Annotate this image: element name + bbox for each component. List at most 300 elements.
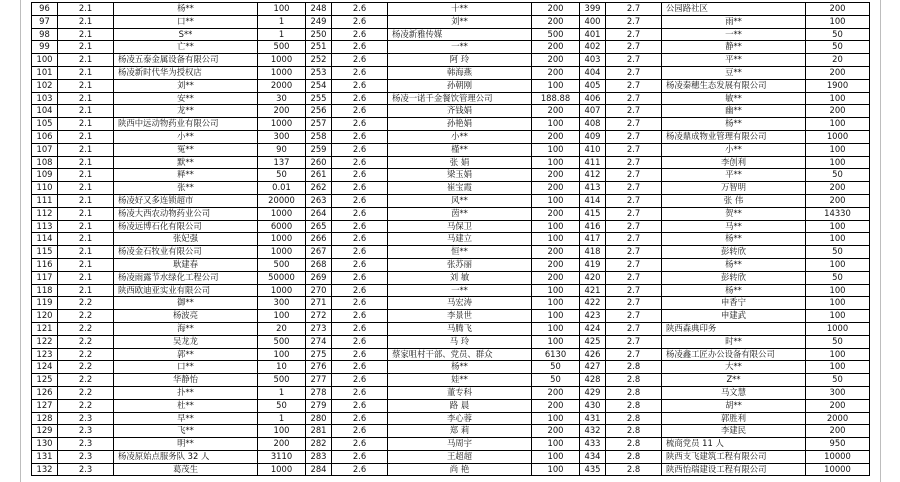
donor-name-cell: 李景世 — [388, 310, 532, 323]
table-row — [32, 412, 870, 425]
seq-number-cell: 402 — [580, 41, 606, 54]
donor-name-cell: 马腾飞 — [388, 322, 532, 335]
table-row — [32, 246, 870, 259]
donor-name-cell: 李心蓉 — [388, 412, 532, 425]
donor-name-cell: 路 晨 — [388, 399, 532, 412]
amount-cell: 50 — [806, 246, 870, 259]
seq-number-cell: 278 — [306, 386, 332, 399]
date-cell: 2.1 — [58, 66, 114, 79]
date-cell: 2.7 — [606, 15, 662, 28]
date-cell: 2.6 — [332, 28, 388, 41]
date-cell: 2.6 — [332, 246, 388, 259]
seq-number-cell: 264 — [306, 207, 332, 220]
donor-name-cell: 崔宝霞 — [388, 182, 532, 195]
date-cell: 2.6 — [332, 463, 388, 476]
amount-cell: 100 — [258, 3, 306, 16]
table-row — [32, 92, 870, 105]
date-cell: 2.1 — [58, 156, 114, 169]
seq-number-cell: 120 — [32, 310, 58, 323]
seq-number-cell: 121 — [32, 322, 58, 335]
seq-number-cell: 283 — [306, 450, 332, 463]
amount-cell: 500 — [258, 258, 306, 271]
date-cell: 2.1 — [58, 15, 114, 28]
date-cell: 2.1 — [58, 118, 114, 131]
date-cell: 2.6 — [332, 412, 388, 425]
date-cell: 2.8 — [606, 386, 662, 399]
donor-name-cell: 张 娟 — [388, 156, 532, 169]
table-row — [32, 28, 870, 41]
date-cell: 2.6 — [332, 450, 388, 463]
table-row — [32, 169, 870, 182]
donor-name-cell: 杨** — [388, 361, 532, 374]
date-cell: 2.6 — [332, 322, 388, 335]
donor-name-cell: 杨凌新时代华为授权店 — [114, 66, 258, 79]
donor-name-cell: 杨凌好又多连锁超市 — [114, 194, 258, 207]
table-row — [32, 310, 870, 323]
donor-name-cell: 张 伟 — [662, 194, 806, 207]
amount-cell: 100 — [806, 156, 870, 169]
seq-number-cell: 250 — [306, 28, 332, 41]
amount-cell: 6130 — [532, 348, 580, 361]
amount-cell: 1000 — [806, 322, 870, 335]
seq-number-cell: 110 — [32, 182, 58, 195]
donor-name-cell: 公园路社区 — [662, 3, 806, 16]
amount-cell: 100 — [532, 233, 580, 246]
seq-number-cell: 259 — [306, 143, 332, 156]
amount-cell: 200 — [806, 3, 870, 16]
seq-number-cell: 106 — [32, 130, 58, 143]
page-margin-line-left — [20, 0, 21, 482]
donor-name-cell: 刘** — [388, 15, 532, 28]
seq-number-cell: 420 — [580, 271, 606, 284]
date-cell: 2.7 — [606, 207, 662, 220]
date-cell: 2.1 — [58, 92, 114, 105]
amount-cell: 200 — [532, 54, 580, 67]
amount-cell: 50 — [258, 399, 306, 412]
date-cell: 2.2 — [58, 335, 114, 348]
donor-name-cell: 一** — [388, 284, 532, 297]
date-cell: 2.7 — [606, 297, 662, 310]
seq-number-cell: 417 — [580, 233, 606, 246]
seq-number-cell: 253 — [306, 66, 332, 79]
amount-cell: 100 — [806, 361, 870, 374]
donor-name-cell: 平** — [662, 54, 806, 67]
donor-name-cell: 陕西怡瑞建设工程有限公司 — [662, 463, 806, 476]
donor-name-cell: 孙艳娟 — [388, 118, 532, 131]
seq-number-cell: 431 — [580, 412, 606, 425]
donor-name-cell: 郭** — [114, 348, 258, 361]
amount-cell: 200 — [532, 246, 580, 259]
date-cell: 2.2 — [58, 297, 114, 310]
date-cell: 2.7 — [606, 118, 662, 131]
amount-cell: 1000 — [258, 207, 306, 220]
date-cell: 2.7 — [606, 169, 662, 182]
donor-name-cell: 华静怡 — [114, 374, 258, 387]
seq-number-cell: 418 — [580, 246, 606, 259]
date-cell: 2.2 — [58, 386, 114, 399]
table-row — [32, 233, 870, 246]
amount-cell: 50000 — [258, 271, 306, 284]
donor-name-cell: 一** — [388, 41, 532, 54]
donor-name-cell: 孙朝刚 — [388, 79, 532, 92]
date-cell: 2.7 — [606, 92, 662, 105]
amount-cell: 200 — [806, 66, 870, 79]
donor-name-cell: 申建武 — [662, 310, 806, 323]
date-cell: 2.2 — [58, 374, 114, 387]
date-cell: 2.6 — [332, 54, 388, 67]
donor-name-cell: 扑** — [114, 386, 258, 399]
date-cell: 2.6 — [332, 310, 388, 323]
donor-name-cell: 大** — [662, 361, 806, 374]
amount-cell: 200 — [532, 41, 580, 54]
amount-cell: 1000 — [258, 66, 306, 79]
donor-name-cell: 郑 莉 — [388, 425, 532, 438]
amount-cell: 100 — [806, 92, 870, 105]
amount-cell: 100 — [806, 258, 870, 271]
donor-name-cell: 风** — [388, 194, 532, 207]
amount-cell: 100 — [532, 194, 580, 207]
date-cell: 2.7 — [606, 348, 662, 361]
amount-cell: 100 — [532, 322, 580, 335]
date-cell: 2.8 — [606, 438, 662, 451]
seq-number-cell: 130 — [32, 438, 58, 451]
donor-name-cell: 杨凌一诺千金餐饮管理公司 — [388, 92, 532, 105]
date-cell: 2.7 — [606, 105, 662, 118]
seq-number-cell: 266 — [306, 233, 332, 246]
date-cell: 2.6 — [332, 361, 388, 374]
date-cell: 2.8 — [606, 425, 662, 438]
seq-number-cell: 117 — [32, 271, 58, 284]
amount-cell: 200 — [532, 182, 580, 195]
donor-name-cell: 马宏涛 — [388, 297, 532, 310]
amount-cell: 10000 — [806, 450, 870, 463]
amount-cell: 50 — [532, 361, 580, 374]
date-cell: 2.2 — [58, 322, 114, 335]
seq-number-cell: 254 — [306, 79, 332, 92]
amount-cell: 1000 — [258, 284, 306, 297]
seq-number-cell: 412 — [580, 169, 606, 182]
donor-name-cell: 韩海燕 — [388, 66, 532, 79]
seq-number-cell: 282 — [306, 438, 332, 451]
donor-name-cell: 御** — [114, 297, 258, 310]
table-row — [32, 348, 870, 361]
donor-name-cell: 王超超 — [388, 450, 532, 463]
donor-name-cell: 海** — [114, 322, 258, 335]
date-cell: 2.7 — [606, 258, 662, 271]
date-cell: 2.6 — [332, 66, 388, 79]
seq-number-cell: 260 — [306, 156, 332, 169]
donor-name-cell: 时** — [662, 335, 806, 348]
amount-cell: 100 — [532, 412, 580, 425]
seq-number-cell: 255 — [306, 92, 332, 105]
seq-number-cell: 281 — [306, 425, 332, 438]
donor-name-cell: 敏** — [662, 92, 806, 105]
seq-number-cell: 414 — [580, 194, 606, 207]
seq-number-cell: 274 — [306, 335, 332, 348]
date-cell: 2.1 — [58, 28, 114, 41]
seq-number-cell: 124 — [32, 361, 58, 374]
date-cell: 2.6 — [332, 348, 388, 361]
amount-cell: 200 — [258, 438, 306, 451]
amount-cell: 100 — [532, 310, 580, 323]
amount-cell: 500 — [258, 374, 306, 387]
seq-number-cell: 413 — [580, 182, 606, 195]
table-row — [32, 284, 870, 297]
donor-name-cell: 杨凌新雅传媒 — [388, 28, 532, 41]
amount-cell: 200 — [532, 399, 580, 412]
date-cell: 2.6 — [332, 3, 388, 16]
seq-number-cell: 399 — [580, 3, 606, 16]
date-cell: 2.8 — [606, 361, 662, 374]
table-row — [32, 54, 870, 67]
amount-cell: 1900 — [806, 79, 870, 92]
table-row — [32, 207, 870, 220]
table-row — [32, 297, 870, 310]
seq-number-cell: 127 — [32, 399, 58, 412]
seq-number-cell: 262 — [306, 182, 332, 195]
seq-number-cell: 248 — [306, 3, 332, 16]
amount-cell: 30 — [258, 92, 306, 105]
date-cell: 2.7 — [606, 194, 662, 207]
amount-cell: 100 — [806, 348, 870, 361]
donor-name-cell: 吴龙龙 — [114, 335, 258, 348]
table-row — [32, 361, 870, 374]
seq-number-cell: 407 — [580, 105, 606, 118]
amount-cell: 1000 — [258, 463, 306, 476]
donor-name-cell: 杨凌金石牧业有限公司 — [114, 246, 258, 259]
table-row — [32, 463, 870, 476]
date-cell: 2.7 — [606, 310, 662, 323]
donor-name-cell: 雨** — [662, 15, 806, 28]
seq-number-cell: 434 — [580, 450, 606, 463]
date-cell: 2.7 — [606, 66, 662, 79]
seq-number-cell: 408 — [580, 118, 606, 131]
date-cell: 2.1 — [58, 207, 114, 220]
donor-name-cell: 明** — [114, 438, 258, 451]
seq-number-cell: 405 — [580, 79, 606, 92]
seq-number-cell: 433 — [580, 438, 606, 451]
amount-cell: 100 — [258, 310, 306, 323]
date-cell: 2.7 — [606, 322, 662, 335]
donor-name-cell: 茵** — [388, 207, 532, 220]
amount-cell: 20 — [806, 54, 870, 67]
amount-cell: 200 — [806, 425, 870, 438]
amount-cell: 300 — [806, 386, 870, 399]
table-row — [32, 66, 870, 79]
date-cell: 2.1 — [58, 54, 114, 67]
donor-name-cell: 杨凌鼎成物业管理有限公司 — [662, 130, 806, 143]
page-margin-line-right — [880, 0, 881, 482]
donor-name-cell: 口** — [114, 15, 258, 28]
donor-name-cell: 杨凌大西农动物药业公司 — [114, 207, 258, 220]
date-cell: 2.6 — [332, 233, 388, 246]
date-cell: 2.6 — [332, 438, 388, 451]
date-cell: 2.1 — [58, 143, 114, 156]
seq-number-cell: 432 — [580, 425, 606, 438]
date-cell: 2.2 — [58, 310, 114, 323]
amount-cell: 90 — [258, 143, 306, 156]
amount-cell: 100 — [806, 118, 870, 131]
donor-name-cell: 平** — [662, 169, 806, 182]
donation-ledger-table — [31, 2, 870, 476]
donor-name-cell: 恒** — [388, 246, 532, 259]
seq-number-cell: 404 — [580, 66, 606, 79]
table-row — [32, 425, 870, 438]
amount-cell: 100 — [532, 450, 580, 463]
amount-cell: 100 — [258, 425, 306, 438]
date-cell: 2.1 — [58, 169, 114, 182]
amount-cell: 200 — [532, 105, 580, 118]
date-cell: 2.2 — [58, 399, 114, 412]
table-row — [32, 118, 870, 131]
amount-cell: 100 — [532, 118, 580, 131]
amount-cell: 200 — [806, 182, 870, 195]
donor-name-cell: 马建立 — [388, 233, 532, 246]
amount-cell: 500 — [258, 335, 306, 348]
seq-number-cell: 96 — [32, 3, 58, 16]
donor-name-cell: 安** — [114, 92, 258, 105]
amount-cell: 100 — [806, 310, 870, 323]
date-cell: 2.6 — [332, 425, 388, 438]
amount-cell: 20 — [258, 322, 306, 335]
amount-cell: 100 — [806, 15, 870, 28]
date-cell: 2.7 — [606, 284, 662, 297]
date-cell: 2.1 — [58, 79, 114, 92]
date-cell: 2.7 — [606, 28, 662, 41]
donor-name-cell: 阿 玲 — [388, 54, 532, 67]
table-row — [32, 3, 870, 16]
amount-cell: 50 — [258, 169, 306, 182]
date-cell: 2.7 — [606, 271, 662, 284]
seq-number-cell: 102 — [32, 79, 58, 92]
table-row — [32, 41, 870, 54]
amount-cell: 100 — [532, 79, 580, 92]
date-cell: 2.3 — [58, 450, 114, 463]
date-cell: 2.3 — [58, 425, 114, 438]
donor-name-cell: 杨凌鑫工匠办公设备有限公司 — [662, 348, 806, 361]
donor-name-cell: 杨凌雨露节水绿化工程公司 — [114, 271, 258, 284]
amount-cell: 137 — [258, 156, 306, 169]
amount-cell: 100 — [806, 297, 870, 310]
donor-name-cell: 杨** — [114, 3, 258, 16]
donor-name-cell: 释** — [114, 169, 258, 182]
seq-number-cell: 132 — [32, 463, 58, 476]
donor-name-cell: Z** — [662, 374, 806, 387]
donor-name-cell: 槿** — [388, 143, 532, 156]
donor-name-cell: 蔡家咀村干部、党员、群众 — [388, 348, 532, 361]
donor-name-cell: 刘 敏 — [388, 271, 532, 284]
seq-number-cell: 428 — [580, 374, 606, 387]
donor-name-cell: 杨凌五泰金属设备有限公司 — [114, 54, 258, 67]
amount-cell: 100 — [532, 284, 580, 297]
date-cell: 2.7 — [606, 79, 662, 92]
seq-number-cell: 422 — [580, 297, 606, 310]
amount-cell: 300 — [258, 130, 306, 143]
table-row — [32, 143, 870, 156]
seq-number-cell: 122 — [32, 335, 58, 348]
amount-cell: 200 — [806, 399, 870, 412]
seq-number-cell: 118 — [32, 284, 58, 297]
date-cell: 2.7 — [606, 246, 662, 259]
seq-number-cell: 409 — [580, 130, 606, 143]
table-row — [32, 374, 870, 387]
amount-cell: 200 — [532, 258, 580, 271]
seq-number-cell: 271 — [306, 297, 332, 310]
donor-name-cell: 张苏丽 — [388, 258, 532, 271]
seq-number-cell: 401 — [580, 28, 606, 41]
amount-cell: 100 — [806, 220, 870, 233]
date-cell: 2.6 — [332, 207, 388, 220]
amount-cell: 500 — [258, 41, 306, 54]
date-cell: 2.8 — [606, 374, 662, 387]
seq-number-cell: 257 — [306, 118, 332, 131]
amount-cell: 2000 — [258, 79, 306, 92]
amount-cell: 200 — [532, 271, 580, 284]
date-cell: 2.1 — [58, 233, 114, 246]
seq-number-cell: 105 — [32, 118, 58, 131]
seq-number-cell: 419 — [580, 258, 606, 271]
seq-number-cell: 280 — [306, 412, 332, 425]
seq-number-cell: 263 — [306, 194, 332, 207]
amount-cell: 500 — [532, 28, 580, 41]
donor-name-cell: 杨凌秦穗生态发展有限公司 — [662, 79, 806, 92]
date-cell: 2.7 — [606, 3, 662, 16]
seq-number-cell: 279 — [306, 399, 332, 412]
date-cell: 2.7 — [606, 41, 662, 54]
donor-name-cell: 默** — [114, 156, 258, 169]
donor-name-cell: 陕西欧迪亚实业有限公司 — [114, 284, 258, 297]
date-cell: 2.6 — [332, 284, 388, 297]
amount-cell: 1000 — [258, 118, 306, 131]
donor-name-cell: 十** — [388, 3, 532, 16]
table-row — [32, 194, 870, 207]
table-row — [32, 450, 870, 463]
seq-number-cell: 427 — [580, 361, 606, 374]
table-row — [32, 156, 870, 169]
donor-name-cell: 张妃强 — [114, 233, 258, 246]
donor-name-cell: 申香宁 — [662, 297, 806, 310]
date-cell: 2.2 — [58, 361, 114, 374]
amount-cell: 20000 — [258, 194, 306, 207]
date-cell: 2.3 — [58, 412, 114, 425]
date-cell: 2.6 — [332, 130, 388, 143]
donor-name-cell: 马** — [662, 220, 806, 233]
donor-name-cell: 杨** — [662, 258, 806, 271]
date-cell: 2.7 — [606, 182, 662, 195]
seq-number-cell: 267 — [306, 246, 332, 259]
seq-number-cell: 99 — [32, 41, 58, 54]
donor-name-cell: 马 玲 — [388, 335, 532, 348]
date-cell: 2.1 — [58, 220, 114, 233]
donor-name-cell: 齐钱娟 — [388, 105, 532, 118]
donor-name-cell: 杨波亮 — [114, 310, 258, 323]
donor-name-cell: 刘** — [114, 79, 258, 92]
seq-number-cell: 123 — [32, 348, 58, 361]
date-cell: 2.7 — [606, 220, 662, 233]
amount-cell: 100 — [532, 463, 580, 476]
date-cell: 2.1 — [58, 41, 114, 54]
donor-name-cell: 豆** — [662, 66, 806, 79]
amount-cell: 188.88 — [532, 92, 580, 105]
date-cell: 2.8 — [606, 463, 662, 476]
amount-cell: 200 — [532, 15, 580, 28]
donor-name-cell: 梳商党员 11 人 — [662, 438, 806, 451]
donor-name-cell: 陕西森典印务 — [662, 322, 806, 335]
date-cell: 2.6 — [332, 271, 388, 284]
amount-cell: 10 — [258, 361, 306, 374]
seq-number-cell: 430 — [580, 399, 606, 412]
seq-number-cell: 424 — [580, 322, 606, 335]
